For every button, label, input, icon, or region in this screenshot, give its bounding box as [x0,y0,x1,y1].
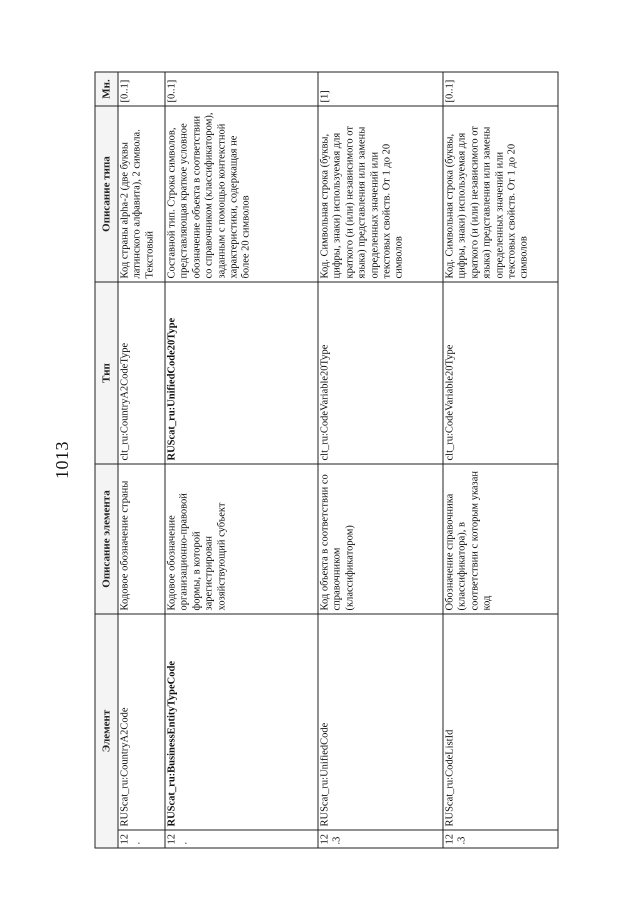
row-element-description: Кодовое обозначение организационно-правовой формы, в которой зарегистрирован хозяйствующий субъект [165,464,318,614]
rotated-table-wrapper [95,72,600,848]
table-row [443,72,558,848]
row-multiplicity: [0..1] [165,72,318,106]
row-element: RUScat_ru:CountryA2Code [118,614,165,830]
header-element: Элемент [95,614,118,848]
row-element-description: Код объекта в соответствии со справочником (классификатором) [318,464,443,614]
header-element-description: Описание элемента [95,464,118,614]
row-type: clt_ru:CodeVariable20Type [318,282,443,464]
row-type: RUScat_ru:UnifiedCode20Type [165,282,318,464]
row-multiplicity: [1] [318,72,443,106]
table-row [165,72,318,848]
row-type-description: Код страны alpha-2 (две буквы латинского алфавита), 2 символа. Текстовый [118,106,165,282]
table-row [318,72,443,848]
header-multiplicity: Мн. [95,72,118,106]
specification-table [95,71,559,848]
row-multiplicity: [0..1] [443,72,558,106]
row-number: 12.3 [443,830,558,848]
row-type: clt_ru:CountryA2CodeType [118,282,165,464]
header-type-description: Описание типа [95,106,118,282]
row-type-description: Составной тип. Строка символов, представляющая краткое условное обозначение объекта в соответствии со справочником (классификатором), заданным с помощью контекстной характеристики, содержащая не более 20 символов [165,106,318,282]
row-element-description: Обозначение справочника (классификатора), в соответствии с которым указан код [443,464,558,614]
row-type-description: Код. Символьная строка (буквы, цифры, знаки) используемая для краткого (и (или) независимого от языка) представления или замены определенных значений или текстовых свойств. От 1 до 20 символов [443,106,558,282]
row-type-description: Код. Символьная строка (буквы, цифры, знаки) используемая для краткого (и (или) независимого от языка) представления или замены определенных значений или текстовых свойств. От 1 до 20 символов [318,106,443,282]
row-number: 12. [165,830,318,848]
row-element: RUScat_ru:CodeListId [443,614,558,830]
row-element: RUScat_ru:BusinessEntityTypeCode [165,614,318,830]
row-type: clt_ru:CodeVariable20Type [443,282,558,464]
header-type: Тип [95,282,118,464]
row-number: 12.3 [318,830,443,848]
table-header-row [95,72,118,848]
row-element: RUScat_ru:UnifiedCode [318,614,443,830]
row-element-description: Кодовое обозначение страны [118,464,165,614]
table-row [118,72,165,848]
row-multiplicity: [0..1] [118,72,165,106]
page-number: 1013 [52,441,72,479]
row-number: 12. [118,830,165,848]
